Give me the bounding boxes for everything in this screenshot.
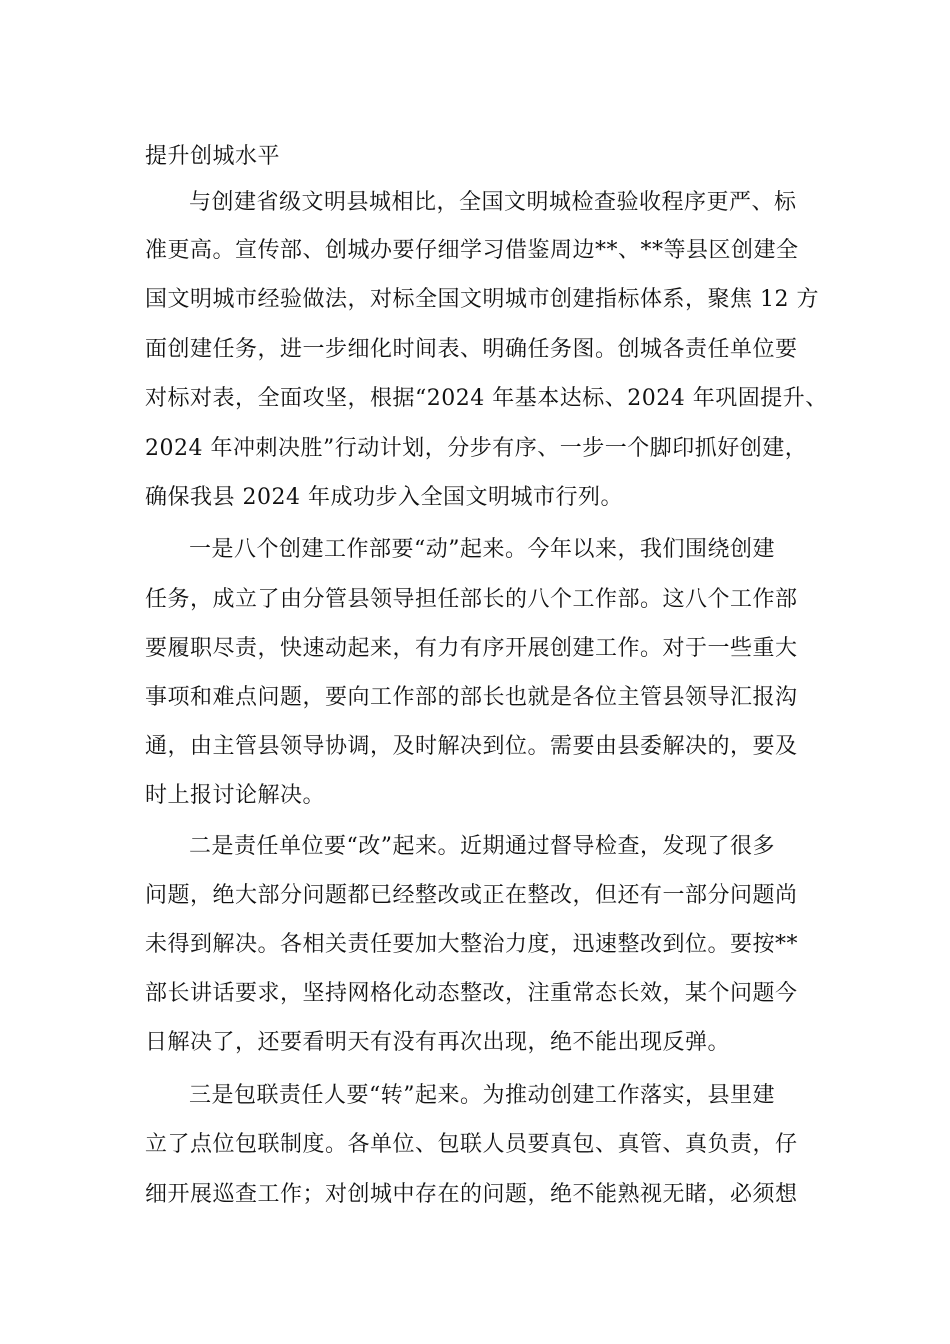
paragraph-1-line-3: 国文明城市经验做法，对标全国文明城市创建指标体系，聚焦 12 方	[145, 287, 819, 312]
paragraph-3-line-3: 未得到解决。各相关责任要加大整治力度，迅速整改到位。要按**	[145, 932, 799, 957]
paragraph-2-line-3: 要履职尽责，快速动起来，有力有序开展创建工作。对于一些重大	[145, 636, 798, 661]
paragraph-3-line-1: 二是责任单位要“改”起来。近期通过督导检查，发现了很多	[189, 834, 775, 859]
paragraph-1-line-4: 面创建任务，进一步细化时间表、明确任务图。创城各责任单位要	[145, 337, 798, 362]
paragraph-2-line-4: 事项和难点问题，要向工作部的部长也就是各位主管县领导汇报沟	[145, 685, 798, 710]
paragraph-3-line-5: 日解决了，还要看明天有没有再次出现，绝不能出现反弹。	[145, 1030, 731, 1055]
paragraph-1-line-7: 确保我县 2024 年成功步入全国文明城市行列。	[145, 485, 623, 510]
paragraph-4-line-2: 立了点位包联制度。各单位、包联人员要真包、真管、真负责，仔	[145, 1132, 798, 1157]
paragraph-2-line-5: 通，由主管县领导协调，及时解决到位。需要由县委解决的，要及	[145, 734, 798, 759]
paragraph-1-line-2: 准更高。宣传部、创城办要仔细学习借鉴周边**、**等县区创建全	[145, 238, 799, 263]
section-heading: 提升创城水平	[145, 144, 281, 169]
paragraph-3-line-2: 问题，绝大部分问题都已经整改或正在整改，但还有一部分问题尚	[145, 883, 798, 908]
paragraph-1-line-5: 对标对表，全面攻坚，根据“2024 年基本达标、2024 年巩固提升、	[145, 386, 828, 411]
paragraph-2-line-2: 任务，成立了由分管县领导担任部长的八个工作部。这八个工作部	[145, 587, 798, 612]
paragraph-2-line-1: 一是八个创建工作部要“动”起来。今年以来，我们围绕创建	[189, 537, 775, 562]
paragraph-3-line-4: 部长讲话要求，坚持网格化动态整改，注重常态长效，某个问题今	[145, 981, 798, 1006]
paragraph-1-line-6: 2024 年冲刺决胜”行动计划，分步有序、一步一个脚印抓好创建，	[145, 436, 808, 461]
paragraph-1-line-1: 与创建省级文明县城相比，全国文明城检查验收程序更严、标	[189, 190, 797, 215]
paragraph-2-line-6: 时上报讨论解决。	[145, 783, 326, 808]
paragraph-4-line-3: 细开展巡查工作；对创城中存在的问题，绝不能熟视无睹，必须想	[145, 1182, 798, 1207]
paragraph-4-line-1: 三是包联责任人要“转”起来。为推动创建工作落实，县里建	[189, 1083, 775, 1108]
